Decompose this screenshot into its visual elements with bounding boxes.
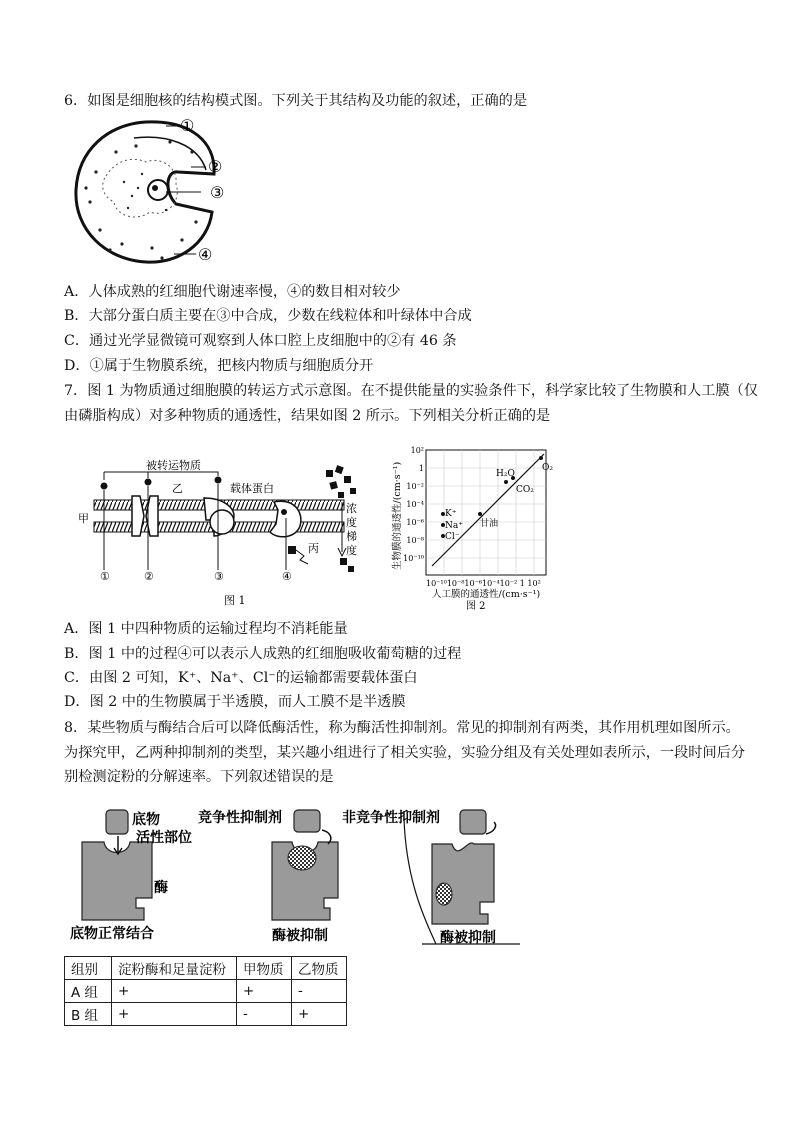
gradient-3: 梯 [346, 530, 357, 543]
transported-label: 被转运物质 [146, 459, 201, 472]
process-4: ④ [282, 570, 292, 583]
point-na: Na⁺ [445, 521, 463, 531]
q6-option-b: B．大部分蛋白质主要在③中合成，少数在线粒体和叶绿体中合成 [64, 308, 472, 324]
table-row [65, 980, 347, 1003]
noncompetitive-label: 非竞争性抑制剂 [342, 810, 440, 826]
ytick-3: 10⁻² [406, 482, 424, 491]
q8-stem-3: 别检测淀粉的分解速率。下列叙述错误的是 [64, 769, 334, 785]
ytick-2: 1 [418, 464, 424, 473]
gradient-2: 度 [346, 516, 357, 529]
q7-option-d: D．图 2 中的生物膜属于半透膜，而人工膜不是半透膜 [64, 694, 406, 710]
x-axis-label: 人工膜的通透性/(cm·s⁻¹) [432, 589, 541, 600]
fig2-caption: 图 2 [466, 601, 486, 612]
process-2: ② [144, 570, 154, 583]
xticks: 10⁻¹⁰10⁻⁸10⁻⁶10⁻⁴10⁻² 1 10² [426, 579, 541, 588]
table-header: 淀粉酶和足量淀粉 [112, 957, 237, 980]
label-4: ④ [198, 245, 213, 264]
table-header: 甲物质 [237, 957, 292, 980]
ytick-7: 10⁻¹⁰ [403, 554, 424, 563]
ytick-6: 10⁻⁸ [406, 536, 424, 545]
point-h2o: H₂O [496, 469, 515, 479]
gradient-4: 度 [346, 544, 357, 557]
q7-option-a: A．图 1 中四种物质的运输过程均不消耗能量 [64, 621, 348, 637]
label-2: ② [208, 157, 223, 176]
q8-stem-1: 8．某些物质与酶结合后可以降低酶活性，称为酶活性抑制剂。常见的抑制剂有两类，其作用机理如图所示。 [64, 720, 740, 736]
nucleus-figure [66, 112, 236, 272]
inhibited-label-2: 酶被抑制 [440, 930, 496, 946]
q7-stem-2: 由磷脂构成）对多种物质的通透性，结果如图 2 所示。下列相关分析正确的是 [64, 408, 551, 424]
process-3: ③ [214, 570, 224, 583]
point-co2: CO₂ [516, 485, 534, 495]
point-o2: O₂ [542, 463, 553, 473]
process-1: ① [100, 570, 110, 583]
table-cell: - [237, 1003, 292, 1026]
substrate-label: 底物 [132, 812, 160, 828]
fig1-caption: 图 1 [224, 594, 246, 607]
normal-binding-label: 底物正常结合 [70, 926, 154, 942]
point-glycerol: 甘油 [480, 519, 499, 529]
yi-label: 乙 [172, 482, 183, 495]
group-table [64, 956, 347, 1026]
table-header: 乙物质 [292, 957, 347, 980]
label-1: ① [180, 116, 195, 135]
point-k: K⁺ [445, 509, 457, 519]
table-cell: - [292, 980, 347, 1003]
enzyme-label: 酶 [154, 880, 168, 896]
permeability-chart [388, 440, 566, 612]
carrier-label: 载体蛋白 [230, 482, 274, 495]
inhibited-label-1: 酶被抑制 [272, 928, 328, 944]
table-cell: + [237, 980, 292, 1003]
q6-option-d: D．①属于生物膜系统，把核内物质与细胞质分开 [64, 358, 374, 374]
point-cl: Cl⁻ [445, 532, 460, 542]
jia-label: 甲 [78, 512, 89, 525]
q7-option-c: C．由图 2 可知，K⁺、Na⁺、Cl⁻的运输都需要载体蛋白 [64, 670, 418, 686]
table-cell: + [112, 980, 237, 1003]
table-cell: B 组 [65, 1003, 112, 1026]
table-cell: + [292, 1003, 347, 1026]
table-cell: A 组 [65, 980, 112, 1003]
q8-stem-2: 为探究甲，乙两种抑制剂的类型，某兴趣小组进行了相关实验，实验分组及有关处理如表所示，一段时间后分 [64, 745, 746, 761]
ytick-5: 10⁻⁶ [406, 518, 424, 527]
ytick-4: 10⁻⁴ [406, 500, 424, 509]
y-axis-label: 生物膜的通透性/(cm·s⁻¹) [392, 461, 403, 570]
table-header-row [65, 957, 347, 980]
ytick-1: 10² [410, 446, 424, 455]
table-header: 组别 [65, 957, 112, 980]
competitive-label: 竞争性抑制剂 [198, 810, 282, 826]
q6-stem: 6．如图是细胞核的结构模式图。下列关于其结构及功能的叙述，正确的是 [64, 93, 528, 109]
label-3: ③ [210, 183, 225, 202]
table-row [65, 1003, 347, 1026]
membrane-transport-figure [64, 452, 384, 612]
gradient-1: 浓 [346, 502, 357, 515]
bing-label: 丙 [308, 542, 319, 555]
active-site-label: 活性部位 [136, 830, 192, 846]
table-cell: + [112, 1003, 237, 1026]
q7-option-b: B．图 1 中的过程④可以表示人成熟的红细胞吸收葡萄糖的过程 [64, 646, 462, 662]
enzyme-inhibitor-figure [66, 802, 526, 952]
q6-option-c: C．通过光学显微镜可观察到人体口腔上皮细胞中的②有 46 条 [64, 333, 457, 349]
q6-option-a: A．人体成熟的红细胞代谢速率慢，④的数目相对较少 [64, 284, 401, 300]
q7-stem-1: 7．图 1 为物质通过细胞膜的转运方式示意图。在不提供能量的实验条件下，科学家比较了生物膜和人工膜（仅 [64, 383, 758, 399]
